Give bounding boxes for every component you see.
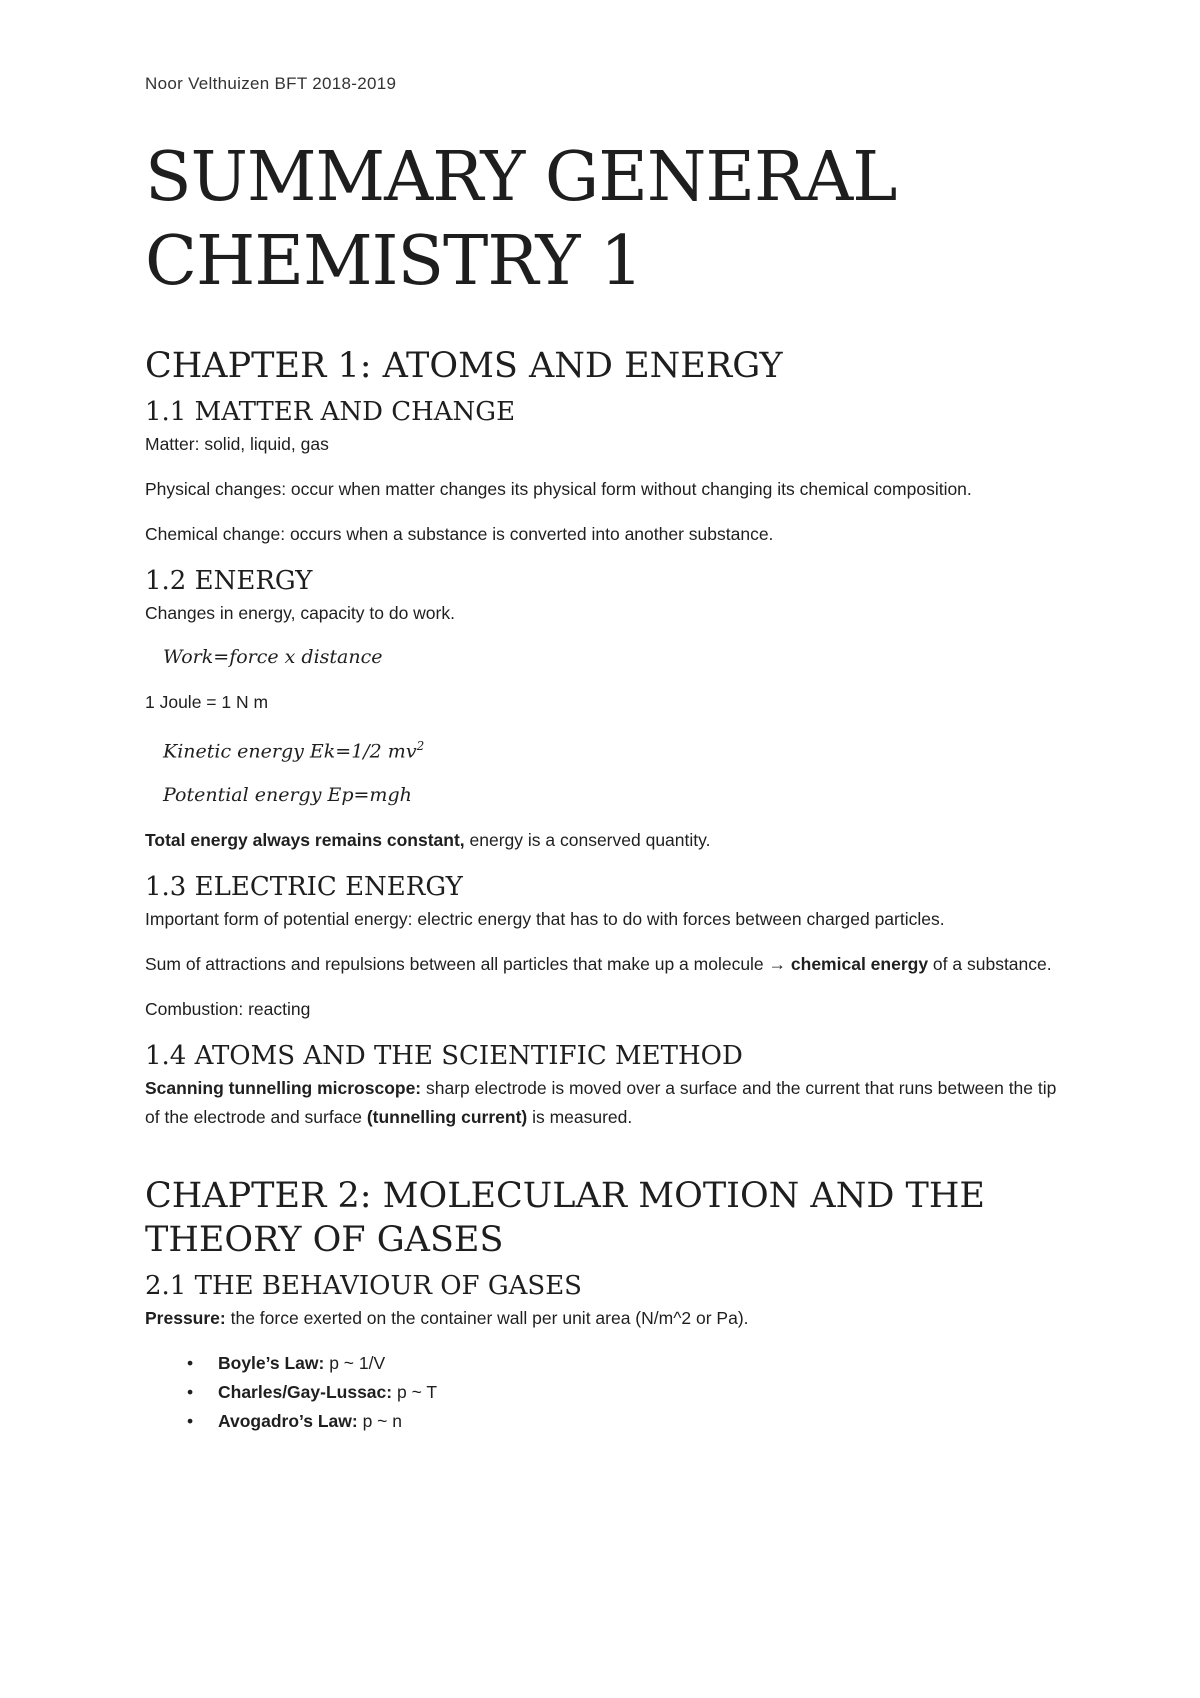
matter-text: Matter: solid, liquid, gas — [145, 434, 329, 454]
pressure-rest: the force exerted on the container wall per unit area (N/m^2 or Pa). — [225, 1308, 749, 1329]
section-1-1-heading: 1.1 MATTER AND CHANGE — [145, 397, 516, 427]
list-item — [145, 1407, 1075, 1436]
law-relation: p ~ n — [357, 1411, 402, 1432]
work-formula: Work=force x distance — [163, 646, 383, 668]
combustion-text: Combustion: reacting — [145, 999, 311, 1020]
section-1-3-heading: 1.3 ELECTRIC ENERGY — [145, 872, 463, 903]
energy-conservation-rest: energy is a conserved quantity. — [464, 830, 711, 851]
physical-changes-text: Physical changes: occur when matter changes its physical form without changing its chemical composition. — [145, 479, 972, 499]
bullet-icon: • — [187, 1411, 194, 1432]
pressure-bold: Pressure: — [145, 1308, 226, 1329]
joule-definition: 1 Joule = 1 N m — [145, 692, 269, 712]
law-name: Boyle’s Law: — [218, 1353, 325, 1374]
gas-laws-list — [145, 1349, 1075, 1436]
kinetic-energy-exponent: 2 — [416, 739, 425, 753]
document-page — [145, 74, 1075, 1436]
potential-energy-formula: Potential energy Ep=mgh — [163, 784, 412, 807]
document-title — [145, 136, 1075, 304]
chapter-2-heading-line-1: CHAPTER 2: MOLECULAR MOTION AND THE — [145, 1176, 985, 1217]
stm-mid: sharp electrode is moved over a surface and the current that runs between the tip of the electrode and surface — [145, 1078, 1057, 1128]
pressure-text — [145, 1304, 1075, 1333]
chapter-1-heading: CHAPTER 1: ATOMS AND ENERGY — [145, 346, 783, 386]
chemical-energy-end: of a substance. — [928, 954, 1052, 975]
kinetic-energy-formula-text: Kinetic energy Ek=1/2 mv — [163, 740, 417, 763]
chapter-2-heading-line-2: THEORY OF GASES — [145, 1220, 504, 1261]
author-header: Noor Velthuizen BFT 2018-2019 — [145, 74, 397, 93]
law-relation: p ~ 1/V — [324, 1353, 386, 1374]
law-name: Charles/Gay-Lussac: — [218, 1382, 393, 1403]
section-2-1-heading: 2.1 THE BEHAVIOUR OF GASES — [145, 1271, 582, 1302]
energy-intro-text: Changes in energy, capacity to do work. — [145, 603, 455, 623]
electric-energy-text: Important form of potential energy: electric energy that has to do with forces between charged particles. — [145, 909, 945, 930]
kinetic-energy-formula — [163, 733, 1075, 764]
list-item — [145, 1378, 1075, 1407]
energy-conservation-bold: Total energy always remains constant, — [145, 830, 465, 851]
title-line-2: CHEMISTRY 1 — [145, 222, 643, 301]
law-name: Avogadro’s Law: — [218, 1411, 358, 1432]
chemical-energy-bold: chemical energy — [790, 954, 929, 975]
section-1-4-heading: 1.4 ATOMS AND THE SCIENTIFIC METHOD — [145, 1041, 743, 1072]
chapter-2-heading — [145, 1174, 1075, 1262]
stm-bold: Scanning tunnelling microscope: — [145, 1078, 422, 1099]
stm-text — [145, 1074, 1075, 1132]
bullet-icon: • — [187, 1353, 194, 1374]
energy-conservation-text — [145, 826, 1075, 855]
chemical-energy-start: Sum of attractions and repulsions between all particles that make up a molecule → — [145, 954, 791, 975]
stm-end: is measured. — [527, 1107, 633, 1128]
section-1-2-heading: 1.2 ENERGY — [145, 566, 313, 596]
law-relation: p ~ T — [392, 1382, 438, 1403]
tunnelling-current-bold: (tunnelling current) — [366, 1107, 528, 1128]
title-line-1: SUMMARY GENERAL — [145, 138, 897, 217]
list-item — [145, 1349, 1075, 1378]
bullet-icon: • — [187, 1382, 194, 1403]
chemical-change-text: Chemical change: occurs when a substance is converted into another substance. — [145, 524, 774, 544]
chemical-energy-text — [145, 950, 1075, 979]
